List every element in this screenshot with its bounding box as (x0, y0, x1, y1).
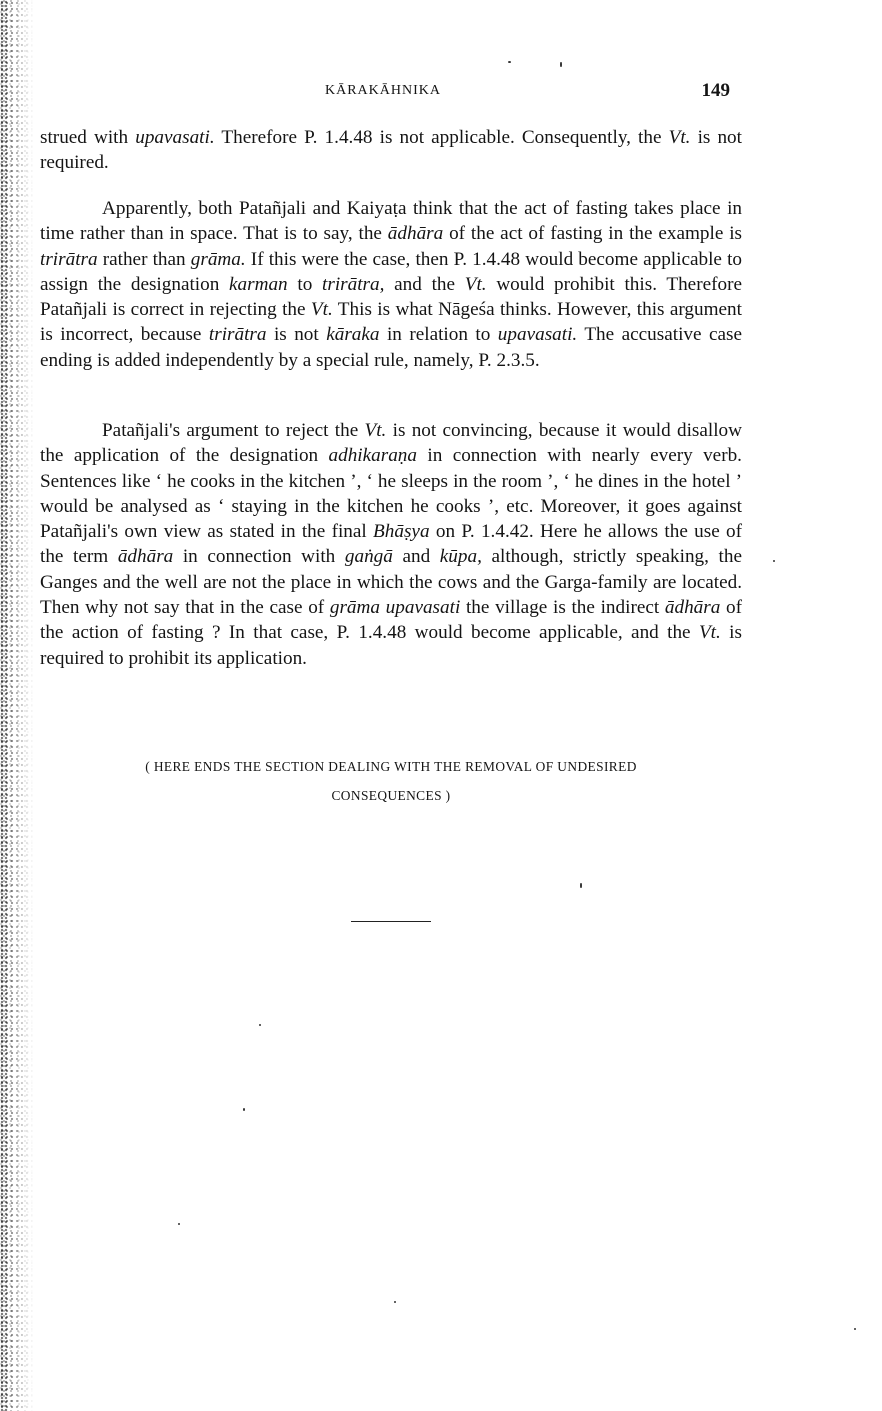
text-run: although, strictly speaking, the Ganges and the well are not the place in which the cows and the Garga-family are located. Then why not say that in the case of (40, 546, 742, 619)
scan-edge-binding (0, 0, 8, 1411)
text-run: rather than (97, 248, 191, 270)
paragraph-2 (40, 196, 742, 373)
text-run: is not required. (40, 127, 742, 174)
text-run: and the (384, 273, 465, 295)
section-end-note-line-1: ( HERE ENDS THE SECTION DEALING WITH THE REMOVAL OF UNDESIRED (145, 759, 637, 774)
text-run: This is what Nāgeśa thinks. However, this argument is incorrect, because (40, 299, 742, 346)
section-end-note (40, 752, 742, 810)
text-run: Therefore P. 1.4.48 is not applicable. Consequently, the (214, 127, 669, 148)
text-run: is not (266, 324, 327, 346)
text-run: and (392, 546, 440, 568)
text-run: is required to prohibit its application. (40, 622, 742, 669)
scan-speck (259, 1024, 261, 1026)
text-run: to (287, 273, 323, 295)
italic-term: ādhāra (387, 223, 444, 245)
italic-term: ādhāra (117, 546, 174, 568)
section-end-note-line-2: CONSEQUENCES ) (331, 788, 451, 803)
italic-term: kūpa, (439, 546, 482, 568)
italic-term: upavasati. (497, 324, 578, 346)
text-run: in connection with (173, 546, 345, 568)
scan-speck (508, 61, 511, 63)
text-run: Apparently, both Patañjali and Kaiyaṭa think that the act of fasting takes place in time rather than in space. That is to say, the (40, 198, 742, 245)
italic-term: Vt. (698, 622, 721, 644)
scan-speck (178, 1223, 180, 1225)
text-run: on P. 1.4.42. Here he allows the use of the term (40, 521, 742, 568)
italic-term: trirātra (208, 324, 267, 346)
italic-term: upavasati. (135, 127, 215, 148)
section-end-rule (351, 921, 431, 922)
italic-term: Vt. (668, 127, 691, 148)
paragraph-3 (40, 418, 742, 671)
italic-term: Bhāṣya (373, 521, 430, 543)
paragraph-text (40, 196, 742, 373)
italic-term: grāma. (190, 248, 246, 270)
italic-term: kāraka (326, 324, 380, 346)
paragraph-text (40, 418, 742, 671)
text-run: If this were the case, then P. 1.4.48 would become applicable to assign the designation (40, 248, 742, 295)
text-run: the village is the indirect (460, 597, 665, 619)
italic-term: adhikaraṇa (328, 445, 417, 467)
scan-speck (854, 1328, 856, 1330)
scan-speck (580, 883, 582, 888)
text-run: of the act of fasting in the example is (443, 223, 742, 245)
scan-speck (394, 1301, 396, 1303)
italic-term: Vt. (464, 273, 487, 295)
paragraph-text (40, 125, 742, 176)
paragraph-continuation (40, 125, 742, 176)
italic-term: Vt. (364, 420, 387, 441)
text-run: in connection with nearly every verb. Sentences like ‘ he cooks in the kitchen ’, ‘ he sleeps in the room ’, ‘ he dines in the hotel ’ would be analysed as ‘ staying in the kitchen he cooks ’, etc. Moreover, it goes against Patañjali's own view as stated in the final (40, 445, 742, 543)
italic-term: ādhāra (664, 597, 721, 619)
scan-speck (560, 62, 562, 67)
text-run: Patañjali's argument to reject the (102, 420, 365, 441)
running-title: KĀRAKĀHNIKA (325, 83, 441, 98)
italic-term: grāma upavasati (329, 597, 461, 619)
italic-term: trirātra, (322, 273, 385, 295)
text-run: of the action of fasting ? In that case, P. 1.4.48 would become applicable, and the (40, 597, 742, 644)
italic-term: trirātra (40, 248, 98, 270)
text-run: in relation to (379, 324, 498, 346)
italic-term: gaṅgā (344, 546, 393, 568)
page-number: 149 (701, 80, 730, 101)
scan-speck (243, 1108, 245, 1111)
italic-term: Vt. (310, 299, 333, 321)
text-run: would prohibit this. Therefore Patañjali is correct in rejecting the (40, 273, 742, 321)
scan-speck (773, 560, 775, 562)
italic-term: karman (229, 273, 288, 295)
text-run: strued with (40, 127, 136, 148)
text-run: The accusative case ending is added independently by a special rule, namely, P. 2.3.5. (40, 324, 743, 371)
running-head (40, 80, 742, 104)
text-run: is not convincing, because it would disallow the application of the designation (40, 420, 742, 467)
